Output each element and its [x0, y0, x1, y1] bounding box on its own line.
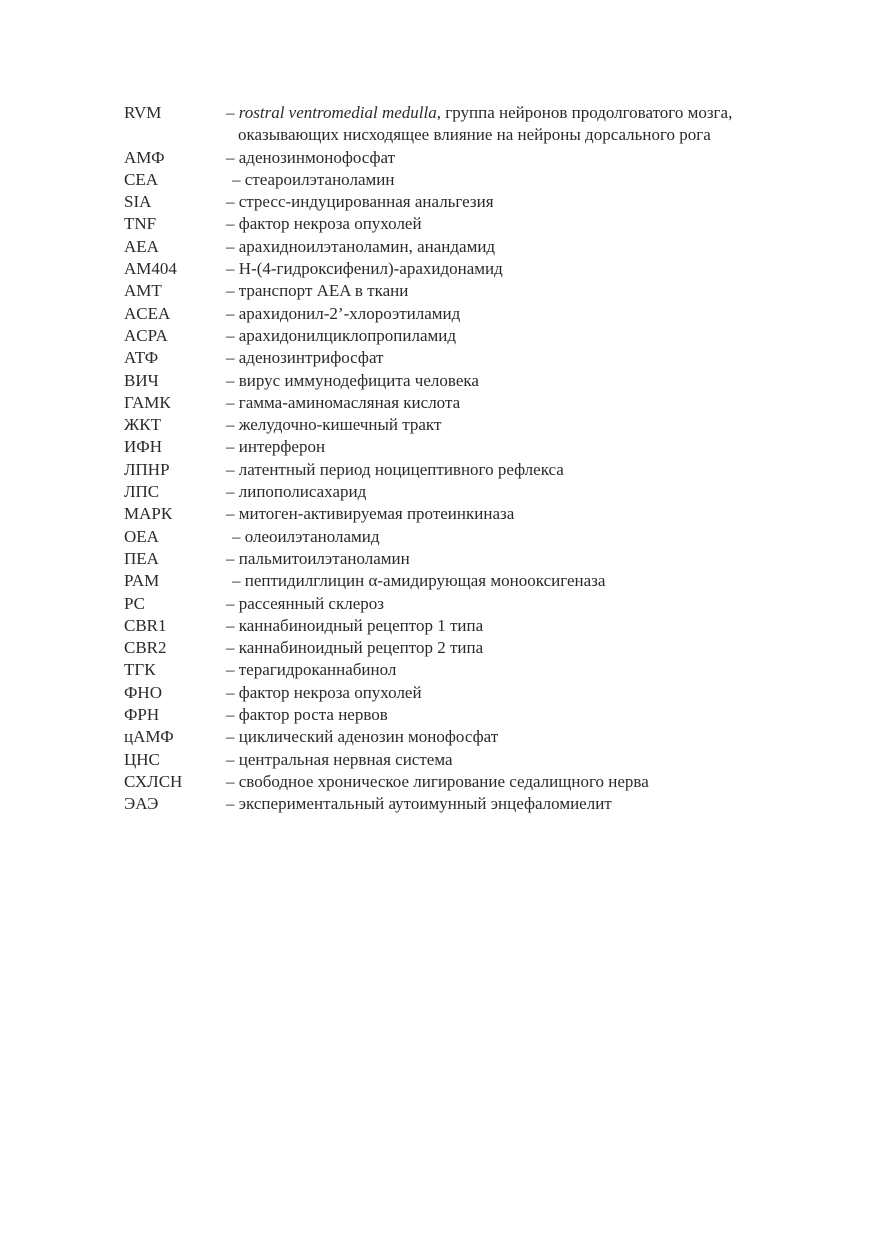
abbreviation-definition: – фактор некроза опухолей: [226, 214, 422, 234]
abbreviation-entry: [124, 169, 824, 191]
abbreviation-entry: [124, 503, 824, 525]
abbreviation-term: PAM: [124, 571, 160, 591]
abbreviation-entry: [124, 280, 824, 302]
abbreviation-entry: [124, 481, 824, 503]
abbreviation-entry: [124, 570, 824, 592]
abbreviation-entry: [124, 659, 824, 681]
abbreviation-entries: [124, 147, 824, 816]
abbreviation-definition: – пептидилглицин α-амидирующая монооксигеназа: [232, 571, 606, 591]
abbreviation-term: ФРН: [124, 705, 160, 725]
abbreviation-term: OEA: [124, 526, 159, 546]
abbreviation-definition: – каннабиноидный рецептор 2 типа: [226, 638, 484, 658]
abbreviation-term: ЛПНР: [124, 459, 170, 479]
abbreviation-term: ЛПС: [124, 482, 160, 502]
abbreviation-definition: – свободное хроническое лигирование седалищного нерва: [226, 771, 649, 791]
abbreviation-definition: [226, 102, 824, 147]
abbreviation-definition: – арахидноилэтаноламин, анандамид: [226, 236, 496, 256]
abbreviation-term: ИФН: [124, 437, 162, 457]
abbreviation-term: ВИЧ: [124, 370, 159, 390]
abbreviation-term: ПЕА: [124, 548, 159, 568]
abbreviation-definition: – терагидроканнабинол: [226, 660, 397, 680]
abbreviation-term: ЦНС: [124, 749, 160, 769]
abbreviation-definition: – липополисахарид: [226, 482, 367, 502]
abbreviation-term: АТФ: [124, 348, 159, 368]
definition-dash: –: [226, 103, 239, 122]
abbreviation-entry: [124, 682, 824, 704]
abbreviation-entry: [124, 191, 824, 213]
abbreviation-definition: – каннабиноидный рецептор 1 типа: [226, 615, 484, 635]
definition-text: , группа нейронов продолговатого мозга,: [436, 103, 733, 122]
abbreviation-term: ФНО: [124, 682, 162, 702]
abbreviation-entry: [124, 147, 824, 169]
abbreviation-entry: [124, 637, 824, 659]
abbreviation-term: ЭАЭ: [124, 794, 159, 814]
definition-latin-term: rostral ventromedial medulla: [238, 103, 437, 122]
abbreviation-term: цАМФ: [124, 727, 174, 747]
abbreviation-term: АМФ: [124, 147, 165, 167]
abbreviation-definition: – стресс-индуцированная анальгезия: [226, 192, 494, 212]
abbreviation-entry: [124, 704, 824, 726]
abbreviation-entry: [124, 726, 824, 748]
abbreviation-entry: [124, 593, 824, 615]
abbreviation-term: ГАМК: [124, 392, 171, 412]
abbreviation-definition: – желудочно-кишечный тракт: [226, 415, 442, 435]
abbreviation-entry: [124, 303, 824, 325]
abbreviation-definition: – вирус иммунодефицита человека: [226, 370, 479, 390]
abbreviation-definition: – арахидонилциклопропиламид: [226, 325, 457, 345]
abbreviation-entry: [124, 213, 824, 235]
abbreviation-entry: [124, 325, 824, 347]
definition-continuation: оказывающих нисходящее влияние на нейроны дорсального рога: [238, 125, 711, 145]
abbreviation-term: ТГК: [124, 660, 156, 680]
abbreviation-definition: – олеоилэтаноламид: [232, 526, 380, 546]
abbreviation-entry: [124, 548, 824, 570]
abbreviation-entry: [124, 414, 824, 436]
abbreviation-term: TNF: [124, 214, 157, 234]
abbreviation-term: ACEA: [124, 303, 171, 323]
abbreviation-entry: [124, 793, 824, 815]
abbreviations-list: [124, 102, 824, 816]
abbreviation-definition: – пальмитоилэтаноламин: [226, 548, 410, 568]
abbreviation-term: CBR2: [124, 638, 167, 658]
abbreviation-definition: – экспериментальный аутоимунный энцефаломиелит: [226, 794, 612, 814]
abbreviation-definition: – гамма-аминомасляная кислота: [226, 392, 461, 412]
abbreviation-definition: – аденозинмонофосфат: [226, 147, 396, 167]
abbreviation-definition: – транспорт AEA в ткани: [226, 281, 409, 301]
abbreviation-entry: [124, 459, 824, 481]
abbreviation-entry: [124, 526, 824, 548]
abbreviation-term: RVM: [124, 103, 162, 122]
abbreviation-term: ACPA: [124, 325, 168, 345]
abbreviation-entry: [124, 347, 824, 369]
abbreviation-definition: – стеароилэтаноламин: [232, 169, 395, 189]
abbreviation-term: SIA: [124, 192, 152, 212]
abbreviation-term: РС: [124, 593, 146, 613]
abbreviation-term: CEA: [124, 169, 158, 189]
abbreviation-entry: [124, 392, 824, 414]
abbreviation-term: CBR1: [124, 615, 167, 635]
abbreviation-definition: – аденозинтрифосфат: [226, 348, 384, 368]
abbreviation-definition: – Н-(4-гидроксифенил)-арахидонамид: [226, 259, 503, 279]
abbreviation-definition: – фактор роста нервов: [226, 705, 388, 725]
abbreviation-term: ЖКТ: [124, 415, 161, 435]
abbreviation-entry: [124, 615, 824, 637]
abbreviation-definition: – латентный период ноцицептивного рефлекса: [226, 459, 564, 479]
abbreviation-term: МАРК: [124, 504, 173, 524]
abbreviation-entry: [124, 771, 824, 793]
abbreviation-definition: – митоген-активируемая протеинкиназа: [226, 504, 515, 524]
abbreviation-definition: – центральная нервная система: [226, 749, 453, 769]
abbreviation-term: СХЛСН: [124, 771, 183, 791]
abbreviation-term: AEA: [124, 236, 159, 256]
abbreviation-definition: – интерферон: [226, 437, 326, 457]
abbreviation-definition: – фактор некроза опухолей: [226, 682, 422, 702]
abbreviation-entry: [124, 236, 824, 258]
abbreviation-entry: [124, 436, 824, 458]
abbreviation-entry: [124, 370, 824, 392]
abbreviation-term: AMT: [124, 281, 162, 301]
abbreviation-entry: [124, 749, 824, 771]
abbreviation-definition: – арахидонил-2’-хлороэтиламид: [226, 303, 461, 323]
abbreviation-term: AM404: [124, 259, 177, 279]
abbreviation-entry: [124, 258, 824, 280]
abbreviation-entry-rvm: [124, 102, 824, 147]
abbreviation-definition: – циклический аденозин монофосфат: [226, 727, 499, 747]
abbreviation-definition: – рассеянный склероз: [226, 593, 384, 613]
